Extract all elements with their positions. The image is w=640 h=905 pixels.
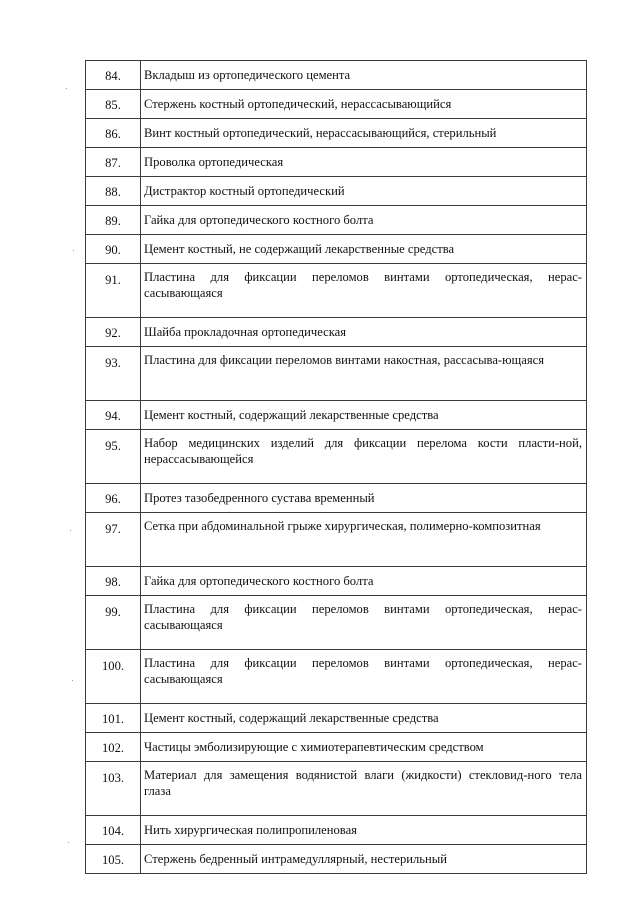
table-row (86, 318, 587, 347)
table-row (86, 119, 587, 148)
table-row (86, 206, 587, 235)
table-row (86, 264, 587, 318)
row-number: 89. (86, 206, 141, 235)
row-text: Проволка ортопедическая (141, 148, 587, 177)
row-text: Шайба прокладочная ортопедическая (141, 318, 587, 347)
table-row (86, 845, 587, 874)
table-row (86, 90, 587, 119)
row-number: 94. (86, 401, 141, 430)
row-number: 99. (86, 596, 141, 650)
row-text: Частицы эмболизирующие с химиотерапевтическим средством (141, 733, 587, 762)
row-text: Гайка для ортопедического костного болта (141, 567, 587, 596)
row-number: 105. (86, 845, 141, 874)
scan-speck (70, 530, 71, 531)
table-row (86, 650, 587, 704)
table-row (86, 177, 587, 206)
table-row (86, 484, 587, 513)
table-row (86, 704, 587, 733)
row-number: 92. (86, 318, 141, 347)
table-row (86, 816, 587, 845)
row-number: 87. (86, 148, 141, 177)
items-table (85, 60, 587, 874)
row-number: 101. (86, 704, 141, 733)
row-number: 98. (86, 567, 141, 596)
row-number: 93. (86, 347, 141, 401)
table-row (86, 61, 587, 90)
scan-speck (73, 250, 74, 251)
row-text: Пластина для фиксации переломов винтами накостная, рассасыва-ющаяся (141, 347, 587, 401)
table-row (86, 148, 587, 177)
row-number: 97. (86, 513, 141, 567)
row-number: 86. (86, 119, 141, 148)
row-text: Цемент костный, содержащий лекарственные средства (141, 401, 587, 430)
row-text: Протез тазобедренного сустава временный (141, 484, 587, 513)
scan-speck (72, 680, 73, 681)
row-text: Цемент костный, содержащий лекарственные средства (141, 704, 587, 733)
table-row (86, 733, 587, 762)
row-number: 103. (86, 762, 141, 816)
row-number: 95. (86, 430, 141, 484)
row-text: Сетка при абдоминальной грыже хирургическая, полимерно-композитная (141, 513, 587, 567)
row-number: 91. (86, 264, 141, 318)
row-text: Гайка для ортопедического костного болта (141, 206, 587, 235)
table-row (86, 567, 587, 596)
table-row (86, 235, 587, 264)
row-number: 84. (86, 61, 141, 90)
table-row (86, 596, 587, 650)
row-number: 104. (86, 816, 141, 845)
row-text: Материал для замещения водянистой влаги (жидкости) стекловид-ного тела глаза (141, 762, 587, 816)
row-text: Стержень костный ортопедический, нерассасывающийся (141, 90, 587, 119)
row-text: Пластина для фиксации переломов винтами ортопедическая, нерас-сасывающаяся (141, 264, 587, 318)
row-number: 88. (86, 177, 141, 206)
table-row (86, 513, 587, 567)
row-number: 90. (86, 235, 141, 264)
table-row (86, 430, 587, 484)
row-text: Цемент костный, не содержащий лекарственные средства (141, 235, 587, 264)
scan-speck (68, 842, 69, 843)
row-number: 102. (86, 733, 141, 762)
row-text: Вкладыш из ортопедического цемента (141, 61, 587, 90)
row-text: Пластина для фиксации переломов винтами ортопедическая, нерас-сасывающаяся (141, 596, 587, 650)
row-text: Стержень бедренный интрамедуллярный, нестерильный (141, 845, 587, 874)
table-row (86, 347, 587, 401)
table-row (86, 401, 587, 430)
scan-speck (66, 88, 67, 89)
row-text: Нить хирургическая полипропиленовая (141, 816, 587, 845)
row-number: 100. (86, 650, 141, 704)
row-text: Винт костный ортопедический, нерассасывающийся, стерильный (141, 119, 587, 148)
row-text: Пластина для фиксации переломов винтами ортопедическая, нерас-сасывающаяся (141, 650, 587, 704)
row-number: 85. (86, 90, 141, 119)
row-number: 96. (86, 484, 141, 513)
row-text: Набор медицинских изделий для фиксации перелома кости пласти-ной, нерассасывающейся (141, 430, 587, 484)
row-text: Дистрактор костный ортопедический (141, 177, 587, 206)
table-row (86, 762, 587, 816)
